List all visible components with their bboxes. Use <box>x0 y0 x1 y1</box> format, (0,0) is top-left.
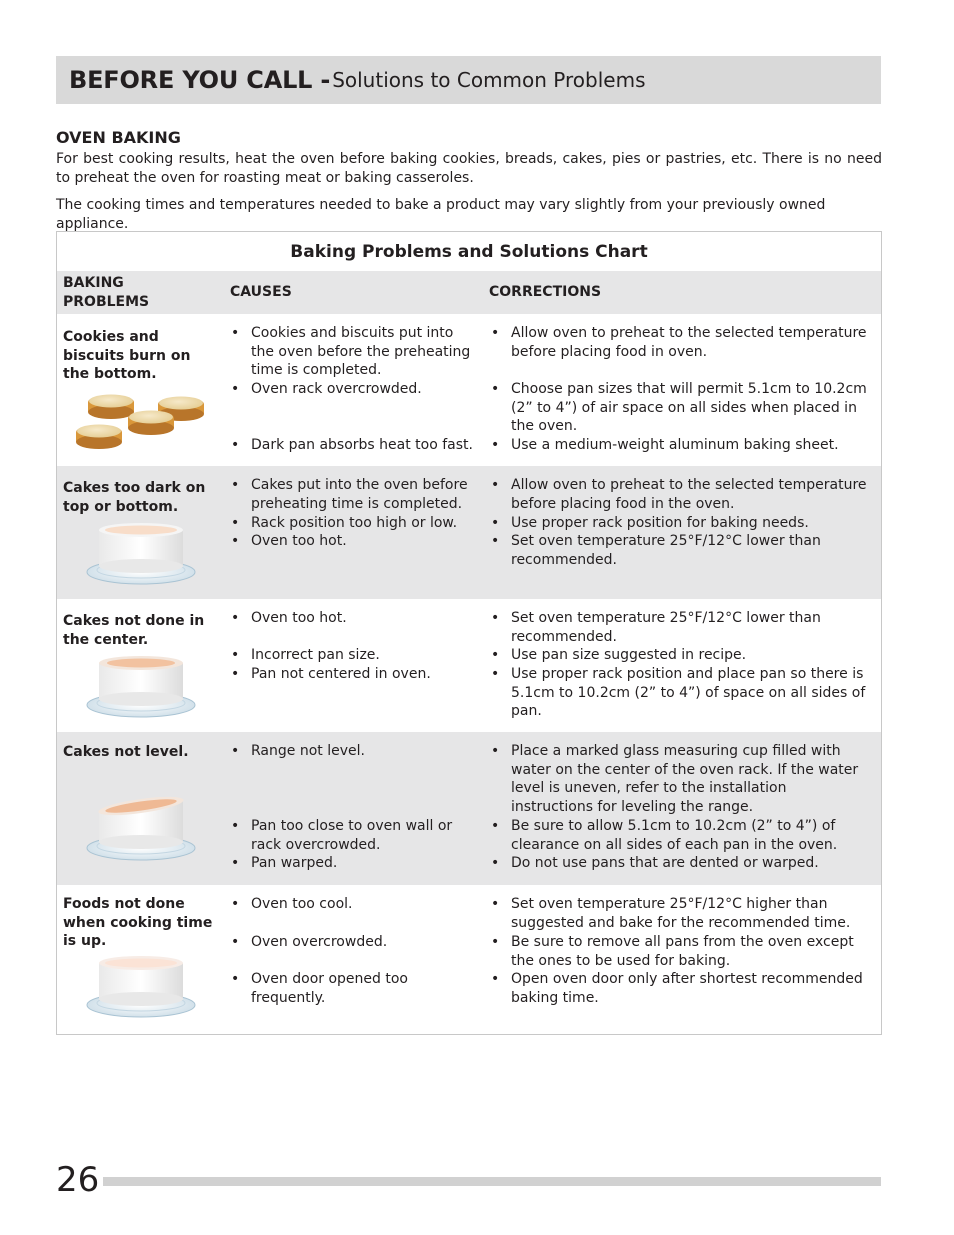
cake-illustration <box>85 653 197 719</box>
intro-paragraph-1: For best cooking results, heat the oven before baking cookies, breads, cakes, pies or pastries, etc. There is no need to preheat the oven for roasting meat or baking casseroles. <box>56 151 882 186</box>
baking-problems-chart <box>56 231 882 1035</box>
cause-item: • Oven overcrowded. <box>225 933 475 952</box>
problem-label: Foods not done when cooking time is up. <box>63 896 213 949</box>
cookies-illustration <box>71 384 211 454</box>
cause-item: • Oven too hot. <box>225 532 475 551</box>
correction-item: • Place a marked glass measuring cup filled with water on the center of the oven rack. If the water level is uneven, refer to the installation instructions for leveling the range. <box>485 742 869 816</box>
correction-item: • Allow oven to preheat to the selected temperature before placing food in oven. <box>485 324 869 361</box>
problem-label: Cakes too dark on top or bottom. <box>63 480 206 515</box>
table-row <box>57 466 881 599</box>
correction-item: • Use pan size suggested in recipe. <box>485 646 869 665</box>
correction-item: • Do not use pans that are dented or warped. <box>485 854 869 873</box>
problem-label: Cookies and biscuits burn on the bottom. <box>63 329 191 382</box>
cake-illustration <box>85 953 197 1019</box>
table-row <box>57 314 881 466</box>
cause-item: • Cookies and biscuits put into the oven before the preheating time is completed. <box>225 324 475 380</box>
column-header-causes: CAUSES <box>230 284 292 300</box>
correction-item: • Open oven door only after shortest recommended baking time. <box>485 970 869 1007</box>
table-row <box>57 599 881 732</box>
correction-item: • Set oven temperature 25°F/12°C lower than recommended. <box>485 609 869 646</box>
chart-title: Baking Problems and Solutions Chart <box>290 242 648 262</box>
cause-item: • Oven too cool. <box>225 895 475 914</box>
header-title-bold: BEFORE YOU CALL - <box>69 66 331 94</box>
cake-illustration <box>85 520 197 586</box>
column-header-corrections: CORRECTIONS <box>489 284 602 300</box>
table-row <box>57 885 881 1034</box>
section-title: OVEN BAKING <box>56 128 181 147</box>
table-row <box>57 732 881 885</box>
intro-paragraph-2: The cooking times and temperatures needed to bake a product may vary slightly from your previously owned appliance. <box>56 197 826 232</box>
correction-item: • Set oven temperature 25°F/12°C higher than suggested and bake for the recommended time. <box>485 895 869 932</box>
cause-item: • Incorrect pan size. <box>225 646 475 665</box>
cause-item: • Dark pan absorbs heat too fast. <box>225 436 475 455</box>
correction-item: • Use a medium-weight aluminum baking sheet. <box>485 436 869 455</box>
correction-item: • Be sure to allow 5.1cm to 10.2cm (2” to 4”) of clearance on all sides of each pan in the oven. <box>485 817 869 854</box>
cause-item: • Oven too hot. <box>225 609 475 628</box>
correction-item: • Use proper rack position and place pan so there is 5.1cm to 10.2cm (2” to 4”) of space on all sides of pan. <box>485 665 869 721</box>
cause-item: • Range not level. <box>225 742 475 761</box>
correction-item: • Use proper rack position for baking needs. <box>485 514 869 533</box>
correction-item: • Set oven temperature 25°F/12°C lower than recommended. <box>485 532 869 569</box>
header-band <box>56 56 881 104</box>
column-header-row <box>57 271 881 314</box>
cause-item: • Pan warped. <box>225 854 475 873</box>
column-header-problems: BAKING PROBLEMS <box>63 275 150 310</box>
correction-item: • Choose pan sizes that will permit 5.1cm to 10.2cm (2” to 4”) of air space on all sides when placed in the oven. <box>485 380 869 436</box>
cause-item: • Pan not centered in oven. <box>225 665 475 684</box>
footer-bar <box>56 1177 881 1186</box>
cause-item: • Oven rack overcrowded. <box>225 380 475 399</box>
problem-label: Cakes not done in the center. <box>63 613 205 648</box>
header-title-rest: Solutions to Common Problems <box>332 68 646 92</box>
correction-item: • Allow oven to preheat to the selected temperature before placing food in the oven. <box>485 476 869 513</box>
cause-item: • Oven door opened too frequently. <box>225 970 475 1007</box>
cake-illustration <box>85 794 197 862</box>
page-number: 26 <box>56 1158 103 1202</box>
cause-item: • Pan too close to oven wall or rack overcrowded. <box>225 817 475 854</box>
correction-item: • Be sure to remove all pans from the oven except the ones to be used for baking. <box>485 933 869 970</box>
cause-item: • Rack position too high or low. <box>225 514 475 533</box>
problem-label: Cakes not level. <box>63 744 189 760</box>
cause-item: • Cakes put into the oven before preheating time is completed. <box>225 476 475 513</box>
